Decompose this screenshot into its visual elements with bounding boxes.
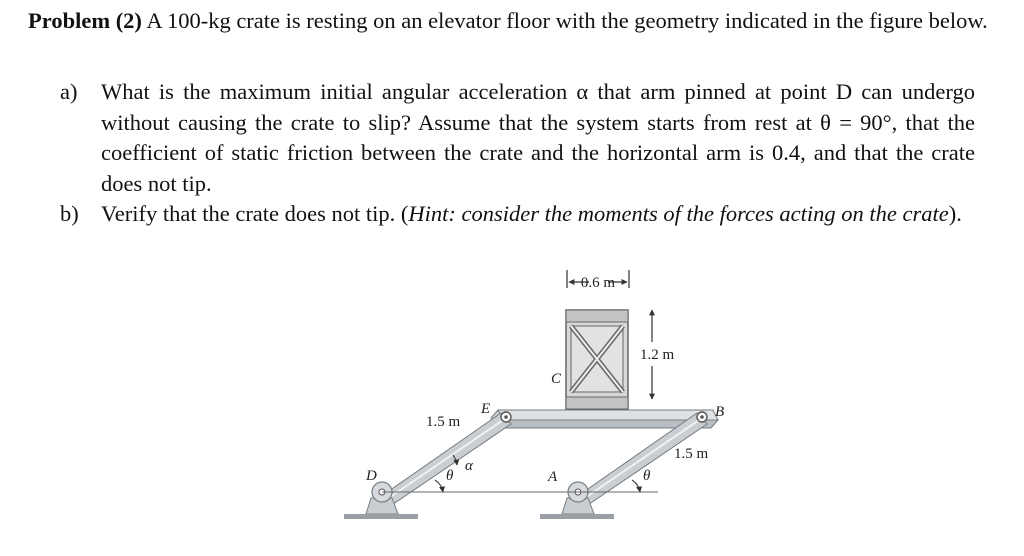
alpha-label: α xyxy=(465,458,473,474)
part-a-text: What is the maximum initial angular acceleration α that arm pinned at point D can undergo without causing the crate to slip? Assume that the system starts from rest at θ = 90°, that the coefficient of static friction between the crate and the horizontal arm is 0.4, and that the crate does not tip. xyxy=(101,79,975,196)
problem-parts xyxy=(60,77,975,230)
right-angle-label: θ xyxy=(643,468,651,484)
left-arm-length-label: 1.5 m xyxy=(426,414,461,430)
part-b-text-start: Verify that the crate does not tip. ( xyxy=(101,201,409,226)
point-d-label: D xyxy=(366,468,377,484)
mechanism-diagram xyxy=(340,262,740,527)
part-a xyxy=(60,77,975,199)
right-angle-arc xyxy=(632,480,640,492)
part-a-label: a) xyxy=(60,79,78,104)
elevator-figure xyxy=(340,262,740,527)
crate-height-label: 1.2 m xyxy=(640,347,675,363)
part-b-text-end: ). xyxy=(948,201,962,226)
point-b-label: B xyxy=(715,404,725,420)
problem-heading: Problem (2) xyxy=(28,8,142,33)
crate-width-dimension xyxy=(567,270,629,291)
point-c-label: C xyxy=(551,371,562,387)
crate-height-dimension xyxy=(640,310,675,399)
left-angle-arc xyxy=(435,480,443,492)
problem-statement xyxy=(28,4,988,37)
point-e-label: E xyxy=(481,401,491,417)
crate xyxy=(566,310,628,409)
point-a-label: A xyxy=(548,469,558,485)
pin-e xyxy=(501,412,511,422)
part-b xyxy=(60,199,975,230)
pin-b xyxy=(697,412,707,422)
right-arm-length-label: 1.5 m xyxy=(674,446,709,462)
left-angle-label: θ xyxy=(446,468,454,484)
part-b-text xyxy=(101,199,975,230)
crate-width-label: 0.6 m xyxy=(580,275,616,291)
part-b-hint: Hint: consider the moments of the forces acting on the crate xyxy=(408,201,949,226)
problem-text: A 100-kg crate is resting on an elevator floor with the geometry indicated in the figure below. xyxy=(141,8,988,33)
part-b-label: b) xyxy=(60,201,79,226)
